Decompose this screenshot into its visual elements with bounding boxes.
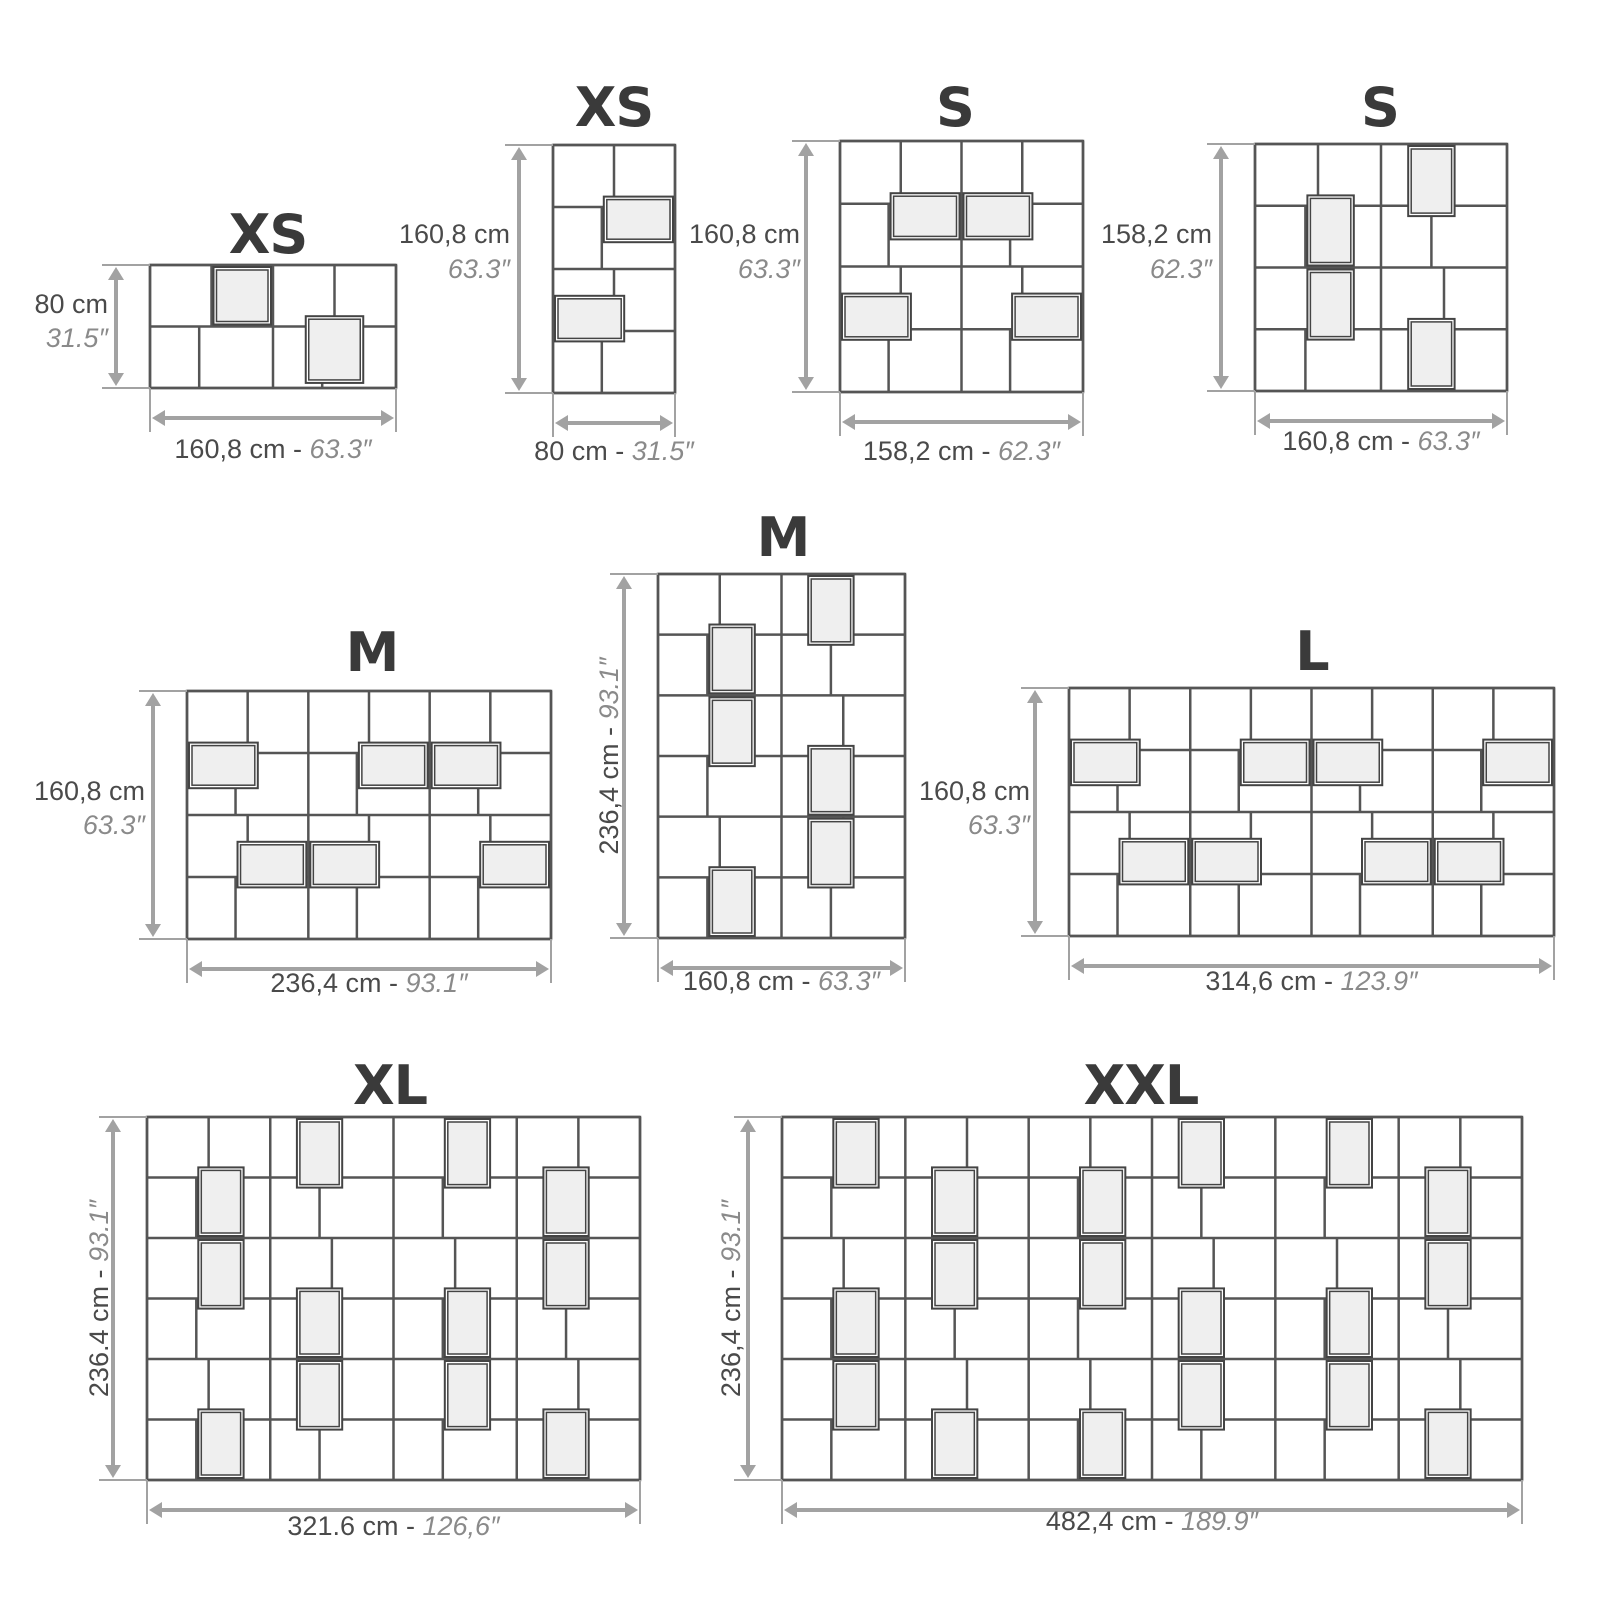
storage-box: [1241, 740, 1310, 786]
arrow-up-icon: [511, 147, 527, 160]
storage-box: [1435, 839, 1504, 885]
storage-box: [833, 1288, 878, 1357]
arrow-right-icon: [1539, 958, 1552, 974]
height-cm: 80 cm: [34, 289, 108, 319]
arrow-up-icon: [145, 693, 161, 706]
storage-box: [1314, 740, 1383, 786]
storage-box-face: [1244, 743, 1307, 783]
arrow-right-icon: [660, 415, 673, 431]
storage-box-face: [935, 1243, 974, 1306]
storage-box: [1408, 319, 1454, 389]
storage-box: [808, 819, 853, 888]
width-cm: 321.6 cm: [287, 1511, 399, 1541]
storage-box-face: [935, 1170, 974, 1233]
storage-box: [1071, 740, 1140, 786]
storage-box: [480, 842, 549, 888]
storage-box: [1179, 1288, 1224, 1357]
size-label: S: [936, 76, 974, 139]
storage-box-face: [241, 845, 304, 885]
storage-box-face: [712, 700, 751, 763]
arrow-left-icon: [784, 1502, 797, 1518]
width-label: [1282, 426, 1481, 456]
width-cm: 160,8 cm: [1282, 426, 1394, 456]
width-separator: -: [398, 1511, 423, 1541]
width-label: [534, 436, 695, 466]
storage-box-face: [1195, 842, 1258, 882]
storage-box-face: [300, 1122, 339, 1185]
storage-box: [445, 1288, 490, 1357]
shelf-unit-l: [919, 620, 1554, 996]
height-inches: 63.3″: [737, 254, 800, 284]
storage-box: [189, 743, 258, 789]
width-separator: -: [973, 436, 998, 466]
shelf-unit-m-tall: [594, 506, 905, 996]
storage-box: [1307, 195, 1353, 265]
storage-box-face: [935, 1412, 974, 1475]
storage-box-face: [1365, 842, 1428, 882]
width-label: [1205, 966, 1419, 996]
arrow-right-icon: [1492, 413, 1505, 429]
storage-box-face: [1330, 1291, 1369, 1354]
storage-box-face: [967, 196, 1030, 236]
storage-box-face: [1083, 1412, 1122, 1475]
width-inches: 123.9″: [1340, 966, 1418, 996]
height-separator: -: [84, 1262, 114, 1287]
storage-box-face: [201, 1243, 240, 1306]
storage-box-face: [1428, 1170, 1467, 1233]
storage-box-face: [1310, 273, 1350, 337]
storage-box-face: [435, 746, 498, 786]
width-separator: -: [607, 436, 632, 466]
height-inches: 63.3″: [82, 810, 145, 840]
height-inches: 93.1″: [84, 1199, 114, 1263]
arrow-up-icon: [798, 143, 814, 156]
storage-box: [1483, 740, 1552, 786]
width-separator: -: [381, 968, 406, 998]
height-label: [716, 1198, 746, 1397]
width-inches: 62.3″: [997, 436, 1061, 466]
storage-box: [709, 867, 754, 936]
arrow-down-icon: [798, 377, 814, 390]
height-cm: 160,8 cm: [33, 776, 145, 806]
height-label: [594, 656, 624, 855]
storage-box-face: [1317, 743, 1380, 783]
storage-box-face: [836, 1122, 875, 1185]
storage-box-face: [201, 1412, 240, 1475]
arrow-left-icon: [149, 1502, 162, 1518]
width-label: [1046, 1506, 1260, 1536]
storage-box: [310, 842, 379, 888]
size-label: L: [1295, 620, 1329, 683]
storage-box: [198, 1409, 243, 1478]
arrow-down-icon: [1027, 921, 1043, 934]
storage-box: [604, 197, 673, 243]
storage-box-face: [313, 845, 376, 885]
width-cm: 482,4 cm: [1045, 1506, 1157, 1536]
arrow-down-icon: [108, 373, 124, 386]
storage-box-face: [607, 200, 670, 240]
shelf-unit-m-wide: [34, 621, 551, 998]
storage-box: [543, 1167, 588, 1236]
storage-box: [214, 267, 272, 325]
storage-box-face: [201, 1170, 240, 1233]
storage-box: [555, 296, 624, 342]
width-inches: 63.3″: [309, 434, 372, 464]
storage-box-face: [483, 845, 546, 885]
storage-box: [432, 743, 501, 789]
storage-box: [891, 193, 960, 239]
width-label: [683, 966, 882, 996]
storage-box: [1327, 1119, 1372, 1188]
size-label: M: [756, 506, 810, 569]
storage-box-face: [448, 1364, 487, 1427]
storage-box-face: [546, 1243, 585, 1306]
storage-box-face: [546, 1170, 585, 1233]
storage-box-face: [1411, 322, 1451, 386]
width-label: [863, 436, 1062, 466]
storage-box: [709, 697, 754, 766]
storage-box-face: [712, 628, 751, 691]
storage-box-face: [448, 1122, 487, 1185]
shelf-unit-xl: [84, 1054, 640, 1541]
arrow-left-icon: [189, 961, 202, 977]
storage-box: [1327, 1288, 1372, 1357]
storage-box: [543, 1240, 588, 1309]
arrow-down-icon: [740, 1465, 756, 1478]
arrow-down-icon: [616, 923, 632, 936]
storage-box-face: [1428, 1412, 1467, 1475]
arrow-right-icon: [1068, 414, 1081, 430]
storage-box-face: [1428, 1243, 1467, 1306]
width-label: [174, 434, 373, 464]
height-inches: 63.3″: [967, 810, 1030, 840]
width-label: [287, 1511, 501, 1541]
size-label: XL: [352, 1054, 428, 1117]
shelf-unit-s-b: [1101, 76, 1507, 456]
storage-box-face: [836, 1291, 875, 1354]
storage-box-face: [448, 1291, 487, 1354]
arrow-right-icon: [890, 960, 903, 976]
arrow-right-icon: [625, 1502, 638, 1518]
storage-box: [1307, 270, 1353, 340]
arrow-left-icon: [152, 410, 165, 426]
width-inches: 31.5″: [631, 436, 694, 466]
storage-box-face: [1015, 297, 1078, 337]
arrow-up-icon: [1213, 146, 1229, 159]
storage-box-face: [1411, 149, 1451, 213]
storage-box: [297, 1288, 342, 1357]
storage-box-face: [1330, 1122, 1369, 1185]
storage-box: [1408, 146, 1454, 216]
height-cm: 160,8 cm: [398, 219, 510, 249]
storage-box: [964, 193, 1033, 239]
storage-box: [1012, 294, 1081, 340]
arrow-left-icon: [1257, 413, 1270, 429]
storage-box-face: [300, 1291, 339, 1354]
storage-box: [1425, 1167, 1470, 1236]
size-label: XS: [574, 76, 654, 139]
arrow-down-icon: [105, 1465, 121, 1478]
arrow-up-icon: [616, 576, 632, 589]
storage-box: [445, 1361, 490, 1430]
width-cm: 158,2 cm: [862, 436, 974, 466]
storage-box-face: [1083, 1243, 1122, 1306]
storage-box: [808, 746, 853, 815]
storage-box: [1327, 1361, 1372, 1430]
height-cm: 160,8 cm: [688, 219, 800, 249]
storage-box: [842, 294, 911, 340]
storage-box-face: [712, 870, 751, 933]
storage-box: [1179, 1119, 1224, 1188]
height-inches: 62.3″: [1149, 254, 1212, 284]
storage-box-face: [546, 1412, 585, 1475]
arrow-right-icon: [1507, 1502, 1520, 1518]
height-cm: 158,2 cm: [1100, 219, 1212, 249]
arrow-left-icon: [660, 960, 673, 976]
storage-box-face: [1123, 842, 1186, 882]
storage-box: [445, 1119, 490, 1188]
storage-box: [932, 1409, 977, 1478]
storage-box: [1179, 1361, 1224, 1430]
storage-box: [808, 576, 853, 645]
storage-box-face: [836, 1364, 875, 1427]
arrow-right-icon: [536, 961, 549, 977]
storage-box-face: [1074, 743, 1137, 783]
arrow-up-icon: [740, 1119, 756, 1132]
height-separator: -: [594, 719, 624, 744]
width-cm: 160,8 cm: [682, 966, 794, 996]
height-inches: 63.3″: [447, 254, 510, 284]
arrow-right-icon: [381, 410, 394, 426]
shelf-unit-xs-wide: [34, 203, 396, 464]
storage-box: [198, 1240, 243, 1309]
height-separator: -: [716, 1262, 746, 1287]
storage-box-face: [1310, 198, 1350, 262]
storage-box: [297, 1361, 342, 1430]
height-label: [84, 1198, 114, 1397]
storage-box-face: [811, 749, 850, 812]
storage-box: [306, 316, 364, 383]
storage-box-face: [309, 319, 361, 380]
shelf-unit-s-a: [689, 76, 1083, 466]
storage-box: [238, 842, 307, 888]
storage-box: [297, 1119, 342, 1188]
arrow-left-icon: [1071, 958, 1084, 974]
storage-box-face: [300, 1364, 339, 1427]
arrow-down-icon: [1213, 376, 1229, 389]
arrow-up-icon: [105, 1119, 121, 1132]
width-separator: -: [1316, 966, 1341, 996]
storage-box: [833, 1361, 878, 1430]
height-inches: 31.5″: [45, 323, 108, 353]
width-inches: 126,6″: [422, 1511, 500, 1541]
width-cm: 314,6 cm: [1205, 966, 1317, 996]
storage-box: [1425, 1409, 1470, 1478]
width-separator: -: [1393, 426, 1418, 456]
storage-box: [1362, 839, 1431, 885]
storage-box-face: [558, 299, 621, 339]
arrow-up-icon: [1027, 690, 1043, 703]
storage-box: [543, 1409, 588, 1478]
height-cm: 236.4 cm: [84, 1286, 114, 1398]
width-inches: 189.9″: [1180, 1506, 1259, 1536]
height-cm: 236,4 cm: [716, 1286, 746, 1398]
height-inches: 93.1″: [716, 1199, 746, 1263]
width-label: [270, 968, 469, 998]
size-label: XS: [228, 203, 308, 266]
storage-box-face: [1182, 1291, 1221, 1354]
shelf-unit-xs-tall: [399, 76, 695, 466]
width-cm: 160,8 cm: [174, 434, 286, 464]
storage-box-face: [192, 746, 255, 786]
width-separator: -: [285, 434, 310, 464]
height-inches: 93.1″: [594, 657, 624, 720]
size-label: S: [1361, 76, 1399, 139]
width-cm: 80 cm: [534, 436, 608, 466]
storage-box-face: [811, 579, 850, 642]
storage-box-face: [1182, 1122, 1221, 1185]
shelf-unit-xxl: [716, 1054, 1522, 1536]
width-separator: -: [793, 966, 818, 996]
arrow-down-icon: [511, 378, 527, 391]
width-separator: -: [1156, 1506, 1181, 1536]
storage-box-face: [1083, 1170, 1122, 1233]
storage-box: [1192, 839, 1261, 885]
storage-box: [709, 625, 754, 694]
storage-box: [1080, 1167, 1125, 1236]
storage-box-face: [217, 270, 269, 322]
storage-box-face: [894, 196, 957, 236]
storage-box-face: [1182, 1364, 1221, 1427]
storage-box-face: [362, 746, 425, 786]
arrow-left-icon: [842, 414, 855, 430]
width-inches: 63.3″: [817, 966, 881, 996]
storage-box: [833, 1119, 878, 1188]
storage-box-face: [845, 297, 908, 337]
storage-box-face: [811, 822, 850, 885]
arrow-down-icon: [145, 924, 161, 937]
width-inches: 93.1″: [405, 968, 468, 998]
width-cm: 236,4 cm: [270, 968, 382, 998]
height-cm: 160,8 cm: [918, 776, 1030, 806]
storage-box-face: [1486, 743, 1549, 783]
size-label: M: [345, 621, 399, 684]
storage-box: [1120, 839, 1189, 885]
storage-box: [198, 1167, 243, 1236]
storage-box-face: [1438, 842, 1501, 882]
arrow-up-icon: [108, 267, 124, 280]
size-label: XXL: [1083, 1054, 1199, 1117]
storage-box-face: [1330, 1364, 1369, 1427]
storage-box: [1080, 1240, 1125, 1309]
storage-box: [932, 1240, 977, 1309]
storage-box: [1080, 1409, 1125, 1478]
width-inches: 63.3″: [1417, 426, 1480, 456]
storage-box: [932, 1167, 977, 1236]
storage-box: [359, 743, 428, 789]
height-cm: 236,4 cm: [594, 743, 624, 855]
arrow-left-icon: [555, 415, 568, 431]
storage-box: [1425, 1240, 1470, 1309]
